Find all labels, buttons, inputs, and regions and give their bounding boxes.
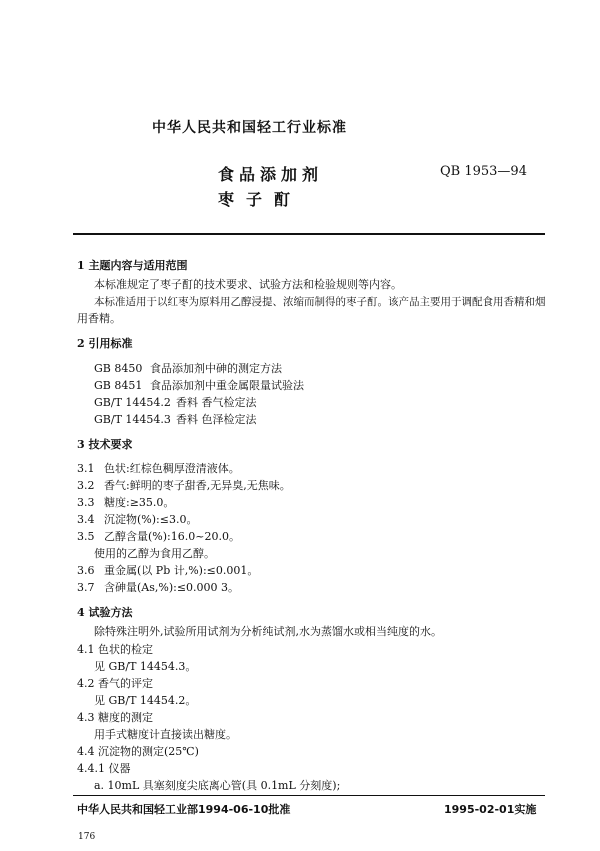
approval-line: 中华人民共和国轻工业部1994-06-10批准	[77, 803, 291, 816]
footer-rule	[73, 795, 545, 796]
clause-text: 香气:鲜明的枣子甜香,无异臭,无焦味。	[104, 479, 291, 492]
implementation-date: 1995-02-01实施	[444, 803, 537, 816]
clause-number: 3.3	[77, 496, 95, 509]
clause-4-4-title: 4.4 沉淀物的测定(25℃)	[77, 745, 199, 758]
ref-code: GB/T 14454.3	[94, 413, 171, 426]
clause-4-3-text: 用手式糖度计直接读出糖度。	[94, 728, 237, 741]
clause-4-4-1-title: 4.4.1 仪器	[77, 762, 131, 775]
section-1-para-2b: 用香精。	[77, 312, 121, 325]
ref-code: GB/T 14454.2	[94, 396, 171, 409]
clause-text: 使用的乙醇为食用乙醇。	[94, 547, 215, 560]
clause-number: 3.1	[77, 462, 95, 475]
clause-text: 含砷量(As,%):≤0.000 3。	[104, 581, 240, 594]
section-4-heading: 4 试验方法	[77, 606, 133, 619]
clause-4-4-1-item-a: a. 10mL 具塞刻度尖底离心管(具 0.1mL 分刻度);	[94, 779, 341, 792]
clause-number: 3.5	[77, 530, 95, 543]
clause-number: 3.4	[77, 513, 95, 526]
clause-text: 沉淀物(%):≤3.0。	[104, 513, 198, 526]
ref-code: GB 8451	[94, 379, 143, 392]
section-3-heading: 3 技术要求	[77, 438, 133, 451]
header-rule	[73, 233, 545, 235]
clause-4-3-title: 4.3 糖度的测定	[77, 711, 153, 724]
clause-number: 3.6	[77, 564, 95, 577]
clause-4-2-text: 见 GB/T 14454.2。	[94, 694, 197, 707]
document-title-line2: 枣子酊	[218, 190, 303, 209]
section-2-heading: 2 引用标准	[77, 337, 133, 350]
clause-text: 糖度:≥35.0。	[104, 496, 175, 509]
ref-name: 食品添加剂中砷的测定方法	[150, 362, 282, 375]
page-number: 176	[78, 832, 96, 842]
clause-text: 重金属(以 Pb 计,%):≤0.001。	[104, 564, 259, 577]
clause-text: 色状:红棕色稠厚澄清液体。	[104, 462, 240, 475]
clause-4-1-title: 4.1 色状的检定	[77, 643, 153, 656]
section-1-heading: 1 主题内容与适用范围	[77, 259, 188, 272]
document-title-line1: 食品添加剂	[218, 165, 324, 184]
section-1-para-1: 本标准规定了枣子酊的技术要求、试验方法和检验规则等内容。	[94, 278, 402, 291]
section-4-intro: 除特殊注明外,试验所用试剂为分析纯试剂,水为蒸馏水或相当纯度的水。	[94, 625, 442, 638]
clause-4-1-text: 见 GB/T 14454.3。	[94, 660, 197, 673]
clause-number: 3.2	[77, 479, 95, 492]
clause-number: 3.7	[77, 581, 95, 594]
ref-name: 食品添加剂中重金属限量试验法	[150, 379, 304, 392]
section-1-para-2a: 本标准适用于以红枣为原料用乙醇浸提、浓缩而制得的枣子酊。该产品主要用于调配食用香精和烟	[94, 296, 546, 308]
issuing-authority: 中华人民共和国轻工行业标准	[152, 120, 347, 136]
ref-name: 香料 色泽检定法	[176, 413, 257, 426]
standard-number: QB 1953—94	[440, 164, 527, 179]
ref-code: GB 8450	[94, 362, 143, 375]
ref-name: 香料 香气检定法	[176, 396, 257, 409]
clause-text: 乙醇含量(%):16.0~20.0。	[104, 530, 240, 543]
clause-4-2-title: 4.2 香气的评定	[77, 677, 153, 690]
